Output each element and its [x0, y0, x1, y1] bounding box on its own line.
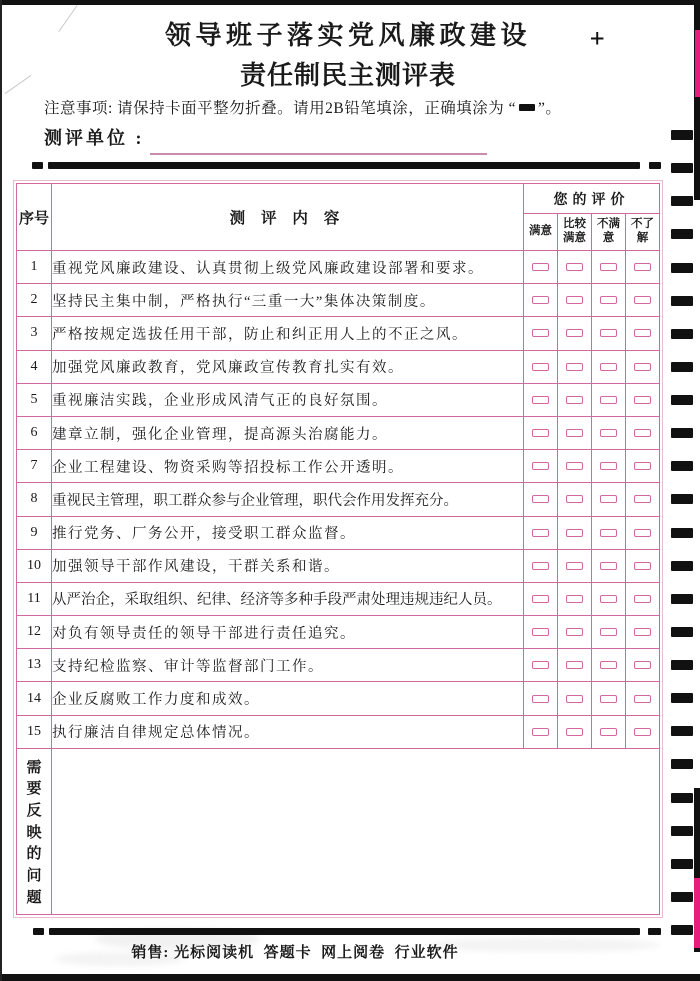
rating-bubble-2[interactable]: [566, 263, 583, 271]
rating-bubble-3[interactable]: [600, 529, 617, 537]
rating-bubble-3[interactable]: [600, 363, 617, 371]
rating-bubble-3[interactable]: [600, 495, 617, 503]
rating-cell: [558, 715, 592, 748]
rating-cell: [558, 317, 592, 350]
row-index: 3: [17, 317, 52, 350]
timing-mark: [671, 329, 693, 339]
rating-bubble-2[interactable]: [566, 562, 583, 570]
rating-cell: [592, 582, 626, 615]
rating-bubble-3[interactable]: [600, 695, 617, 703]
table-row: [17, 317, 660, 350]
col-header-index: 序号: [17, 184, 52, 251]
divider-segment: [648, 928, 661, 935]
comment-label-char: 的: [26, 846, 42, 863]
timing-mark: [671, 859, 693, 869]
table-row: [17, 483, 660, 516]
timing-mark: [671, 395, 693, 405]
timing-mark: [671, 528, 693, 538]
rating-cell: [524, 715, 558, 748]
rating-cell: [558, 649, 592, 682]
rating-bubble-4[interactable]: [634, 495, 651, 503]
rating-bubble-1[interactable]: [532, 296, 549, 304]
rating-cell: [524, 416, 558, 449]
comment-area[interactable]: [52, 748, 660, 914]
row-content-text: 执行廉洁自律规定总体情况。: [52, 715, 524, 748]
rating-cell: [558, 450, 592, 483]
rating-bubble-2[interactable]: [566, 363, 583, 371]
rating-bubble-2[interactable]: [566, 396, 583, 404]
rating-bubble-4[interactable]: [634, 695, 651, 703]
rating-cell: [558, 251, 592, 284]
timing-mark: [671, 196, 693, 206]
rating-bubble-2[interactable]: [566, 329, 583, 337]
timing-mark: [671, 163, 693, 173]
rating-cell: [558, 483, 592, 516]
col-header-option-4: 不了解: [626, 214, 660, 251]
rating-cell: [592, 284, 626, 317]
rating-bubble-2[interactable]: [566, 462, 583, 470]
table-row: [17, 450, 660, 483]
rating-cell: [626, 516, 660, 549]
rating-cell: [626, 616, 660, 649]
rating-cell: [592, 450, 626, 483]
rating-cell: [558, 616, 592, 649]
row-content-text: 严格按规定选拔任用干部，防止和纠正用人上的不正之风。: [52, 317, 524, 350]
rating-bubble-3[interactable]: [600, 329, 617, 337]
timing-mark: [671, 130, 693, 140]
rating-cell: [592, 350, 626, 383]
rating-cell: [626, 383, 660, 416]
timing-mark: [671, 428, 693, 438]
rating-cell: [592, 616, 626, 649]
rating-cell: [592, 416, 626, 449]
timing-mark: [671, 925, 693, 935]
row-content-text: 推行党务、厂务公开，接受职工群众监督。: [52, 516, 524, 549]
timing-mark: [671, 826, 693, 836]
table-row: [17, 284, 660, 317]
comment-label-char: 反: [26, 803, 42, 820]
rating-bubble-4[interactable]: [634, 263, 651, 271]
rating-bubble-4[interactable]: [634, 462, 651, 470]
unit-input-line[interactable]: [150, 153, 487, 155]
row-content-text: 对负有领导责任的领导干部进行责任追究。: [52, 616, 524, 649]
row-index: 8: [17, 483, 52, 516]
row-content-text: 加强党风廉政教育，党风廉政宣传教育扎实有效。: [52, 350, 524, 383]
rating-bubble-1[interactable]: [532, 429, 549, 437]
magenta-strip-bottom: [694, 878, 700, 948]
row-content-text: 重视廉洁实践，企业形成风清气正的良好氛围。: [52, 383, 524, 416]
rating-bubble-1[interactable]: [532, 462, 549, 470]
rating-bubble-3[interactable]: [600, 562, 617, 570]
rating-bubble-3[interactable]: [600, 263, 617, 271]
form-title-line1: 领导班子落实党风廉政建设: [164, 21, 531, 50]
rating-bubble-4[interactable]: [634, 595, 651, 603]
row-content-text: 重视民主管理，职工群众参与企业管理，职代会作用发挥充分。: [52, 483, 524, 516]
table-row: [17, 649, 660, 682]
timing-mark: [671, 693, 693, 703]
row-index: 5: [17, 383, 52, 416]
rating-bubble-4[interactable]: [634, 628, 651, 636]
rating-bubble-1[interactable]: [532, 595, 549, 603]
rating-cell: [626, 416, 660, 449]
timing-mark: [671, 263, 693, 273]
timing-mark: [671, 660, 693, 670]
table-row: [17, 383, 660, 416]
rating-bubble-3[interactable]: [600, 462, 617, 470]
rating-cell: [524, 483, 558, 516]
rating-bubble-1[interactable]: [532, 628, 549, 636]
timing-mark: [671, 627, 693, 637]
col-header-option-3: 不满意: [592, 214, 626, 251]
rating-cell: [626, 682, 660, 715]
rating-bubble-1[interactable]: [532, 695, 549, 703]
row-index: 14: [17, 682, 52, 715]
divider-segment: [649, 162, 661, 169]
rating-bubble-2[interactable]: [566, 695, 583, 703]
rating-cell: [592, 682, 626, 715]
rating-bubble-1[interactable]: [532, 495, 549, 503]
notice-prefix: 注意事项: 请保持卡面平整勿折叠。请用2B铅笔填涂，正确填涂为 “: [44, 100, 517, 117]
row-index: 13: [17, 649, 52, 682]
rating-bubble-3[interactable]: [600, 595, 617, 603]
footer-sales-text: 销售: 光标阅读机 答题卡 网上阅卷 行业软件: [131, 945, 459, 961]
rating-bubble-3[interactable]: [600, 429, 617, 437]
rating-bubble-1[interactable]: [532, 562, 549, 570]
rating-cell: [558, 416, 592, 449]
rating-cell: [524, 251, 558, 284]
row-index: 1: [17, 251, 52, 284]
rating-bubble-4[interactable]: [634, 529, 651, 537]
comment-label-char: 要: [26, 781, 42, 798]
rating-bubble-4[interactable]: [634, 562, 651, 570]
timing-mark: [671, 296, 693, 306]
rating-cell: [626, 549, 660, 582]
rating-cell: [592, 715, 626, 748]
rating-cell: [592, 251, 626, 284]
form-title-line2: 责任制民主测评表: [239, 61, 456, 91]
rating-bubble-1[interactable]: [532, 529, 549, 537]
scan-edge-left: [0, 0, 2, 981]
row-content-text: 建章立制，强化企业管理，提高源头治腐能力。: [52, 416, 524, 449]
table-row: [17, 516, 660, 549]
row-index: 15: [17, 715, 52, 748]
rating-bubble-3[interactable]: [600, 661, 617, 669]
row-content-text: 支持纪检监察、审计等监督部门工作。: [52, 649, 524, 682]
rating-cell: [558, 516, 592, 549]
timing-mark: [671, 793, 693, 803]
rating-bubble-1[interactable]: [532, 661, 549, 669]
rating-cell: [524, 383, 558, 416]
comment-label-char: 映: [26, 824, 42, 841]
rating-cell: [592, 483, 626, 516]
divider-segment: [33, 928, 44, 935]
row-content-text: 企业工程建设、物资采购等招投标工作公开透明。: [52, 450, 524, 483]
rating-bubble-4[interactable]: [634, 363, 651, 371]
rating-cell: [592, 317, 626, 350]
scan-edge-top: [0, 0, 700, 5]
rating-bubble-1[interactable]: [532, 329, 549, 337]
row-index: 6: [17, 416, 52, 449]
rating-bubble-1[interactable]: [532, 263, 549, 271]
rating-cell: [524, 450, 558, 483]
rating-cell: [592, 383, 626, 416]
row-index: 9: [17, 516, 52, 549]
rating-cell: [626, 317, 660, 350]
notice-suffix: ”。: [538, 100, 562, 117]
timing-mark: [671, 594, 693, 604]
rating-bubble-3[interactable]: [600, 396, 617, 404]
rating-cell: [524, 616, 558, 649]
rating-bubble-4[interactable]: [634, 429, 651, 437]
rating-cell: [524, 516, 558, 549]
timing-mark: [671, 759, 693, 769]
rating-cell: [626, 284, 660, 317]
rating-cell: [524, 649, 558, 682]
rating-bubble-2[interactable]: [566, 661, 583, 669]
scan-edge-bottom: [0, 974, 700, 981]
rating-bubble-2[interactable]: [566, 495, 583, 503]
comment-label-char: 题: [26, 889, 42, 906]
comment-label-char: 问: [26, 868, 42, 885]
row-content-text: 重视党风廉政建设、认真贯彻上级党风廉政建设部署和要求。: [52, 251, 524, 284]
unit-label: 测评单位 :: [44, 128, 145, 148]
divider-bar-top: [48, 162, 640, 169]
rating-bubble-2[interactable]: [566, 728, 583, 736]
col-header-option-1: 满意: [524, 214, 558, 251]
rating-bubble-2[interactable]: [566, 628, 583, 636]
filled-mark-sample-icon: [519, 104, 535, 111]
row-index: 7: [17, 450, 52, 483]
rating-bubble-4[interactable]: [634, 661, 651, 669]
divider-bar-bottom: [49, 928, 640, 935]
rating-cell: [558, 383, 592, 416]
rating-cell: [558, 350, 592, 383]
rating-bubble-2[interactable]: [566, 296, 583, 304]
comment-row: [17, 748, 660, 914]
rating-bubble-3[interactable]: [600, 728, 617, 736]
rating-bubble-1[interactable]: [532, 396, 549, 404]
col-header-option-2: 比较满意: [558, 214, 592, 251]
rating-cell: [524, 284, 558, 317]
timing-mark: [671, 494, 693, 504]
rating-cell: [626, 715, 660, 748]
rating-cell: [592, 649, 626, 682]
rating-cell: [524, 682, 558, 715]
table-row: [17, 350, 660, 383]
rating-bubble-4[interactable]: [634, 728, 651, 736]
rating-bubble-4[interactable]: [634, 329, 651, 337]
rating-cell: [626, 450, 660, 483]
rating-cell: [626, 350, 660, 383]
rating-cell: [626, 483, 660, 516]
rating-cell: [592, 549, 626, 582]
rating-cell: [524, 317, 558, 350]
rating-cell: [558, 682, 592, 715]
rating-bubble-3[interactable]: [600, 296, 617, 304]
timing-mark: [671, 561, 693, 571]
rating-cell: [524, 350, 558, 383]
rating-bubble-4[interactable]: [634, 296, 651, 304]
comment-label: [17, 748, 52, 914]
timing-mark: [671, 362, 693, 372]
row-index: 4: [17, 350, 52, 383]
table-row: [17, 682, 660, 715]
timing-mark: [671, 461, 693, 471]
timing-mark: [671, 892, 693, 902]
row-content-text: 从严治企，采取组织、纪律、经济等多种手段严肃处理违规违纪人员。: [52, 582, 524, 615]
row-index: 12: [17, 616, 52, 649]
rating-bubble-4[interactable]: [634, 396, 651, 404]
timing-mark: [671, 726, 693, 736]
row-index: 10: [17, 549, 52, 582]
rating-bubble-1[interactable]: [532, 728, 549, 736]
rating-bubble-1[interactable]: [532, 363, 549, 371]
table-row: [17, 616, 660, 649]
rating-cell: [592, 516, 626, 549]
rating-cell: [524, 582, 558, 615]
col-header-content: 测 评 内 容: [52, 184, 524, 251]
timing-mark: [671, 229, 693, 239]
table-row: [17, 549, 660, 582]
rating-cell: [626, 251, 660, 284]
rating-bubble-2[interactable]: [566, 529, 583, 537]
notice-text: [44, 96, 664, 118]
row-content-text: 加强领导干部作风建设，干群关系和谐。: [52, 549, 524, 582]
registration-plus-icon: +: [590, 24, 605, 52]
rating-bubble-3[interactable]: [600, 628, 617, 636]
col-header-rating-group: 您的评价: [524, 184, 660, 214]
rating-cell: [626, 649, 660, 682]
comment-label-char: 需: [26, 759, 42, 776]
row-index: 2: [17, 284, 52, 317]
row-content-text: 企业反腐败工作力度和成效。: [52, 682, 524, 715]
rating-bubble-2[interactable]: [566, 429, 583, 437]
row-index: 11: [17, 582, 52, 615]
table-row: [17, 416, 660, 449]
rating-cell: [558, 284, 592, 317]
rating-cell: [558, 549, 592, 582]
table-row: [17, 251, 660, 284]
table-row: [17, 715, 660, 748]
rating-cell: [626, 582, 660, 615]
table-row: [17, 582, 660, 615]
row-content-text: 坚持民主集中制，严格执行“三重一大”集体决策制度。: [52, 284, 524, 317]
divider-segment: [32, 162, 43, 169]
evaluation-table: [16, 183, 660, 915]
rating-cell: [558, 582, 592, 615]
rating-bubble-2[interactable]: [566, 595, 583, 603]
rating-cell: [524, 549, 558, 582]
